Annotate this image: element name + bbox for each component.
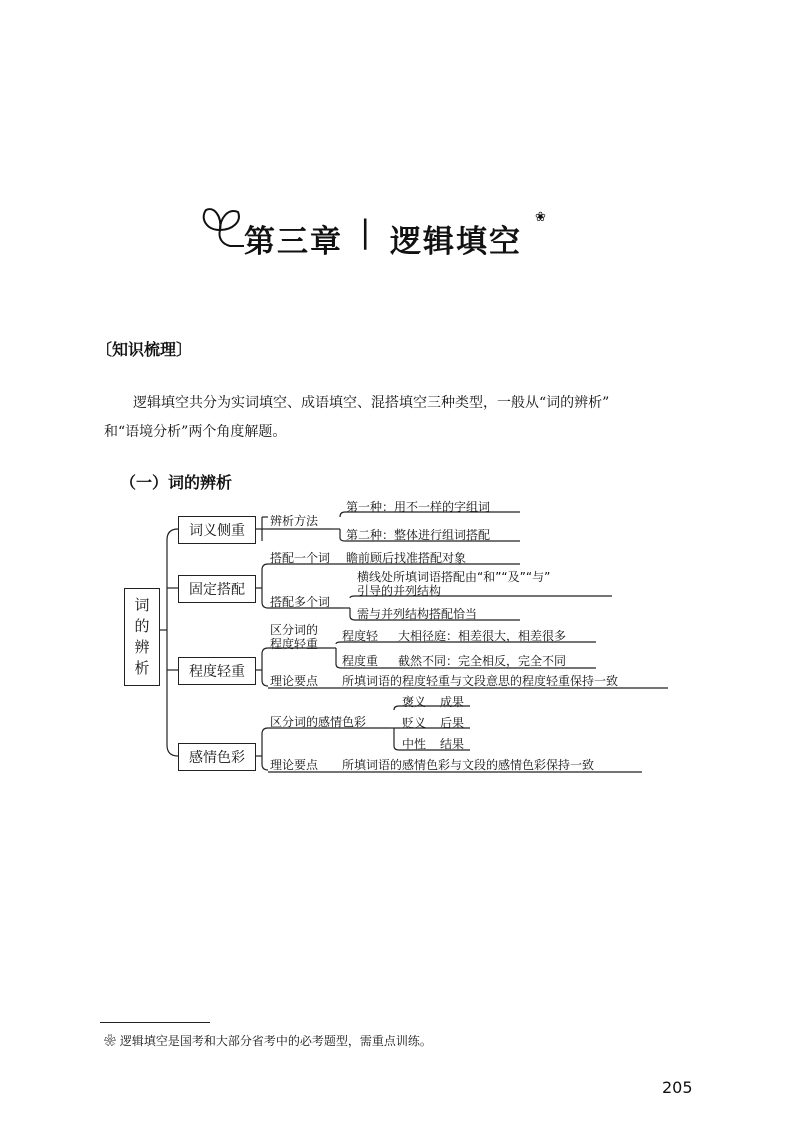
- chapter-number: 第三章: [244, 224, 343, 260]
- bracket-open: 〔: [96, 340, 113, 359]
- b4-pos-label: 褒义: [402, 695, 427, 709]
- branch-word-meaning: 词义侧重: [178, 516, 256, 544]
- intro-line-2: 和“语境分析”两个角度解题。: [104, 424, 287, 440]
- b3-sub-degree-line-1: 区分词的: [270, 623, 319, 637]
- footnote: [104, 1032, 432, 1049]
- chapter-title: 逻辑填空: [390, 224, 522, 260]
- footnote-text: 逻辑填空是国考和大部分省考中的必考题型，需重点训练。: [119, 1034, 432, 1048]
- b2-leaf-2: 需与并列结构搭配恰当: [357, 607, 478, 621]
- b4-pos-word: 成果: [440, 695, 465, 709]
- footnote-mark: ❀: [104, 1034, 117, 1048]
- b3-heavy-text: 截然不同：完全相反，完全不同: [398, 654, 567, 668]
- branch-emotion: 感情色彩: [178, 743, 256, 771]
- b3-light-label: 程度轻: [342, 629, 379, 643]
- b3-sub-degree: [270, 623, 318, 651]
- b1-leaf-1: 第一种：用不一样的字组词: [346, 500, 491, 514]
- branch-degree: 程度轻重: [178, 657, 256, 685]
- b3-theory-text: 所填词语的程度轻重与文段意思的程度轻重保持一致: [342, 674, 619, 688]
- b2-sub-one: 搭配一个词: [270, 551, 331, 565]
- b4-neu-label: 中性: [402, 737, 427, 751]
- section-heading-text: 知识梳理: [112, 340, 177, 359]
- footnote-rule: [100, 1022, 210, 1023]
- page-number: 205: [662, 1078, 693, 1097]
- b3-sub-degree-line-2: 程度轻重: [270, 637, 319, 651]
- intro-line-1: 逻辑填空共分为实词填空、成语填空、混搭填空三种类型，一般从“词的辨析”: [133, 395, 610, 411]
- b2-leaf-1-line-1: 横线处所填词语搭配由“和”“及”“与”: [357, 570, 551, 584]
- b3-light-text: 大相径庭：相差很大，相差很多: [398, 629, 567, 643]
- b4-theory-label: 理论要点: [270, 758, 319, 772]
- b4-neg-label: 贬义: [402, 716, 427, 730]
- root-char-3: 辨: [134, 638, 150, 656]
- b1-leaf-2: 第二种：整体进行组词搭配: [346, 528, 491, 542]
- b2-leaf-1-line-2: 引导的并列结构: [357, 584, 442, 598]
- b2-sub-one-leaf: 瞻前顾后找准搭配对象: [346, 551, 467, 565]
- root-char-4: 析: [134, 659, 150, 677]
- b1-sub-method: 辨析方法: [270, 514, 319, 528]
- mindmap-root: [124, 588, 160, 686]
- b3-heavy-label: 程度重: [342, 654, 379, 668]
- subsection-heading: （一）词的辨析: [120, 473, 233, 492]
- b4-theory-text: 所填词语的感情色彩与文段的感情色彩保持一致: [342, 758, 595, 772]
- root-char-1: 词: [134, 596, 150, 614]
- b4-neg-word: 后果: [440, 716, 465, 730]
- b3-theory-label: 理论要点: [270, 674, 319, 688]
- b4-neu-word: 结果: [440, 737, 465, 751]
- branch-fixed-collocation: 固定搭配: [178, 575, 256, 603]
- b4-sub-emotion: 区分词的感情色彩: [270, 715, 367, 729]
- root-char-2: 的: [134, 617, 150, 635]
- bracket-close: 〕: [176, 340, 193, 359]
- chapter-separator: |: [360, 214, 373, 250]
- chapter-footnote-mark: ❀: [535, 210, 546, 225]
- b2-sub-many: 搭配多个词: [270, 595, 331, 609]
